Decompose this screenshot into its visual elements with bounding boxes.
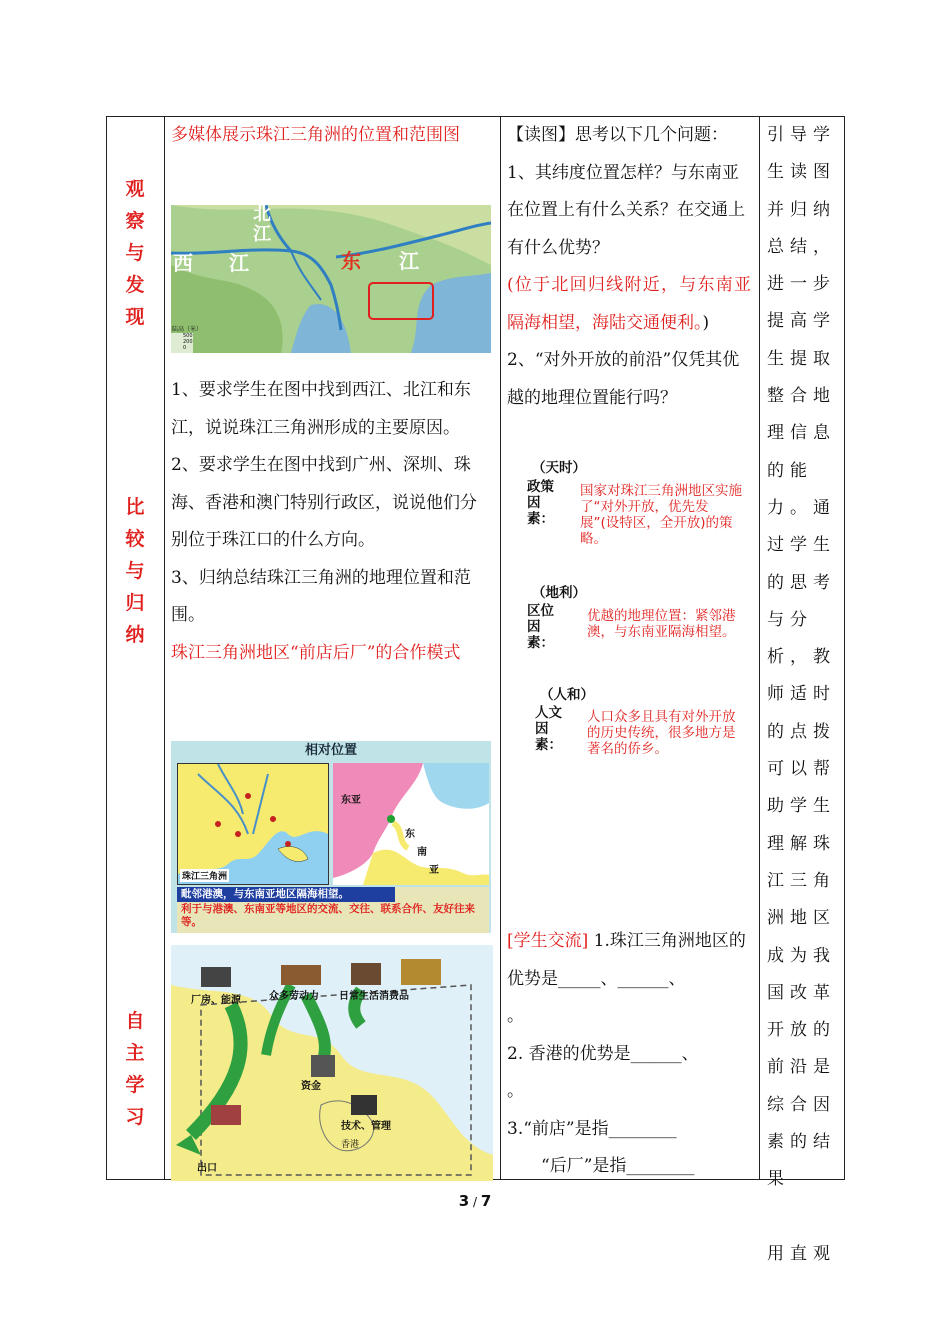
page-total: 7: [480, 1192, 492, 1210]
map2-inset: [177, 763, 329, 885]
question-1: 1、要求学生在图中找到西江、北江和东江，说说珠江三角洲形成的主要原因。: [171, 380, 471, 438]
map-label-jiang1: 江: [229, 251, 249, 275]
map-legend-500: 500: [183, 333, 193, 339]
coop-mode-title: 珠江三角洲地区“前店后厂”的合作模式: [171, 642, 461, 663]
map2-inset-label: 珠江三角洲: [180, 869, 229, 882]
map3-tech-management: 技术、管理: [341, 1121, 391, 1132]
map-label-jiang2: 江: [399, 249, 419, 273]
map-label-xi: 西: [173, 251, 193, 275]
factor-3-name: 人文 因素：: [535, 705, 562, 753]
factor-1-name: 政策 因素：: [527, 479, 554, 527]
map3-factory-energy: 厂房、能源: [191, 995, 241, 1006]
map-legend-0: 0: [183, 345, 187, 351]
map2-caption-1: 毗邻港澳，与东南亚地区隔海相望。: [177, 887, 395, 902]
map-label-dong: 东: [341, 249, 361, 273]
map3-consumer-goods: 日常生活消费品: [339, 991, 409, 1002]
question-2: 2、要求学生在图中找到广州、深圳、珠海、香港和澳门特别行政区，说说他们分别位于珠江口的什么方向。: [171, 455, 477, 550]
map2-asia: [333, 763, 489, 885]
read-question-1: 1、其纬度位置怎样？与东南亚在位置上有什么关系？在交通上有什么优势？: [507, 162, 745, 258]
exchange-question-3: 3.“前店”是指________: [507, 1118, 677, 1139]
read-answer-1: (位于北回归线附近，与东南亚隔海相望，海陆交通便利。: [507, 275, 751, 333]
exchange-question-2-end: 。: [507, 1081, 524, 1101]
design-intent-column: [767, 117, 837, 1273]
map3-capital: 资金: [301, 1081, 321, 1092]
page-number: 3 / 7: [458, 1192, 492, 1210]
question-3: 3、归纳总结珠江三角洲的地理位置和范围。: [171, 567, 471, 625]
section-observe: 观察与发现: [125, 178, 145, 328]
page-current: 3: [458, 1192, 470, 1210]
activity-column: [171, 117, 493, 1174]
factor-1-text: 国家对珠江三角洲地区实施了“对外开放，优先发展”(设特区，全开放)的策略。: [580, 483, 742, 547]
factor-1-tag: （天时）: [532, 460, 586, 476]
map3-export: 出口: [197, 1163, 217, 1174]
map-legend-200: 200: [183, 339, 193, 345]
read-answer-1-end: ): [702, 312, 710, 333]
read-map-title: 【读图】思考以下几个问题：: [507, 125, 728, 145]
read-question-2: 2、“对外开放的前沿”仅凭其优越的地理位置能行吗？: [507, 350, 740, 408]
map3-hongkong: 香港: [341, 1140, 360, 1150]
factor-3-text: 人口众多且具有对外开放的历史传统，很多地方是著名的侨乡。: [587, 709, 736, 757]
map2-caption-2: 利于与港澳、东南亚等地区的交流、交往、联系合作、友好往来等。: [181, 903, 475, 928]
map2-east-asia: 东亚: [341, 795, 361, 806]
map2-dong: 东: [405, 829, 415, 840]
thinking-column: [507, 117, 751, 1176]
map3-labor: 众多劳动力: [269, 991, 319, 1002]
factor-3-tag: （人和）: [540, 687, 594, 703]
relative-position-map: [171, 741, 491, 933]
factor-2-tag: （地利）: [532, 585, 586, 601]
design-intent-tail: 用直观: [767, 1243, 836, 1264]
map2-title: 相对位置: [304, 743, 357, 758]
pearl-river-delta-map: [171, 205, 491, 353]
map2-nan: 南: [417, 847, 427, 858]
section-column: [107, 117, 165, 1179]
front-shop-back-factory-map: [171, 945, 493, 1181]
factor-2-text: 优越的地理位置：紧邻港澳，与东南亚隔海相望。: [587, 608, 736, 640]
section-compare: 比较与归纳: [125, 496, 145, 646]
exchange-question-4: “后厂”是指________: [541, 1156, 695, 1176]
factor-2-name: 区位 因素：: [527, 603, 554, 651]
exchange-question-1-end: 。: [507, 1006, 524, 1026]
exchange-question-1: 1.珠江三角洲地区的优势是_____、______、: [507, 931, 746, 989]
map-label-beijiang: 北江: [253, 205, 271, 245]
map2-ya: 亚: [429, 865, 439, 876]
section-self-study: 自主学习: [125, 1010, 145, 1128]
student-exchange-tag: [学生交流]: [507, 931, 589, 951]
map2-caption: [177, 887, 489, 933]
intro-text: 多媒体展示珠江三角洲的位置和范围图: [171, 125, 460, 145]
design-intent-text: 引导学生读图并归纳总结，进一步提高学生提取整合地理信息的能力。通过学生的思考与分析，教师适时的点拨可以帮助学生理解珠江三角洲地区成为我国改革开放的前沿是综合因素的结果: [767, 125, 836, 1190]
exchange-question-2: 2. 香港的优势是______、: [507, 1043, 699, 1064]
map-legend-title: 陆高（米）: [172, 326, 203, 333]
